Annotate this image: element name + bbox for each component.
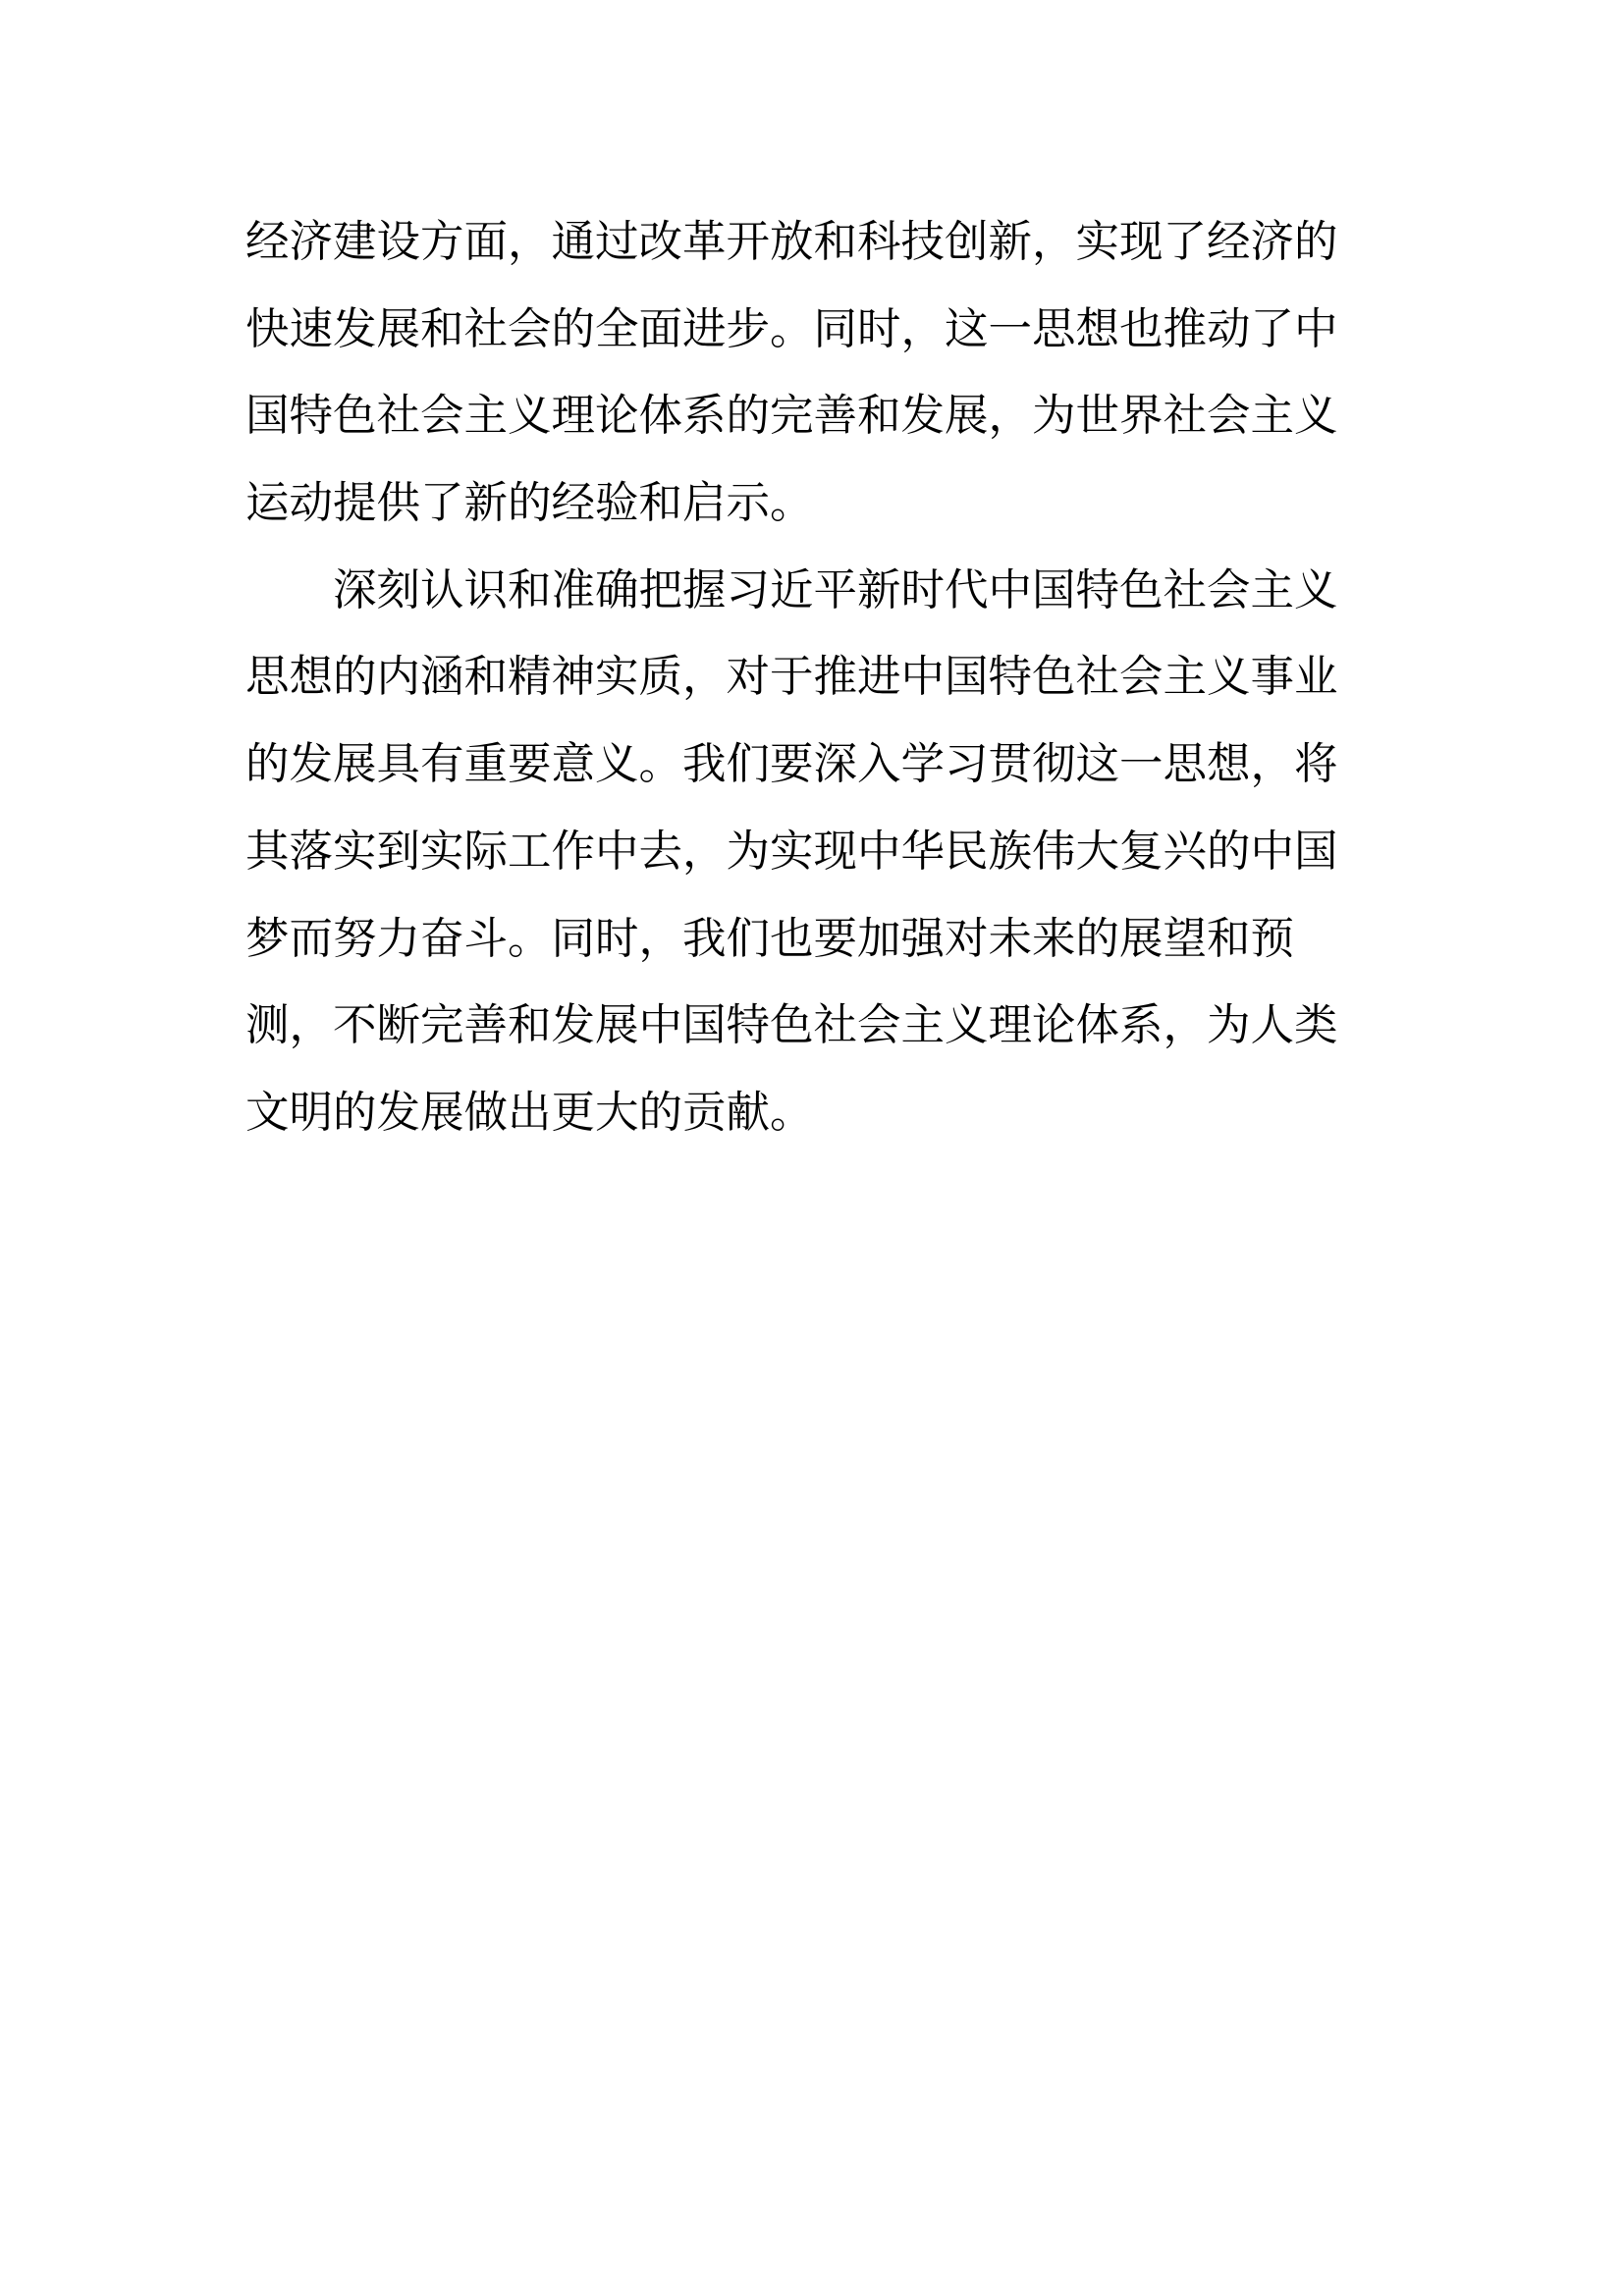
text-line: 经济建设方面，通过改革开放和科技创新，实现了经济的	[245, 218, 1338, 266]
text-line: 深刻认识和准确把握习近平新时代中国特色社会主义	[333, 565, 1338, 614]
text-line: 文明的发展做出更大的贡献。	[245, 1088, 814, 1137]
text-line: 的发展具有重要意义。我们要深入学习贯彻这一思想，将	[245, 740, 1338, 789]
text-line: 运动提供了新的经验和启示。	[245, 479, 814, 528]
document-body-text	[245, 199, 1338, 1157]
text-line: 测，不断完善和发展中国特色社会主义理论体系，为人类	[245, 1001, 1338, 1050]
text-line: 梦而努力奋斗。同时，我们也要加强对未来的展望和预	[245, 914, 1295, 963]
text-line: 思想的内涵和精神实质，对于推进中国特色社会主义事业	[245, 653, 1338, 702]
text-line: 快速发展和社会的全面进步。同时，这一思想也推动了中	[245, 304, 1338, 353]
paragraph-2	[245, 548, 1338, 1157]
text-line: 其落实到实际工作中去，为实现中华民族伟大复兴的中国	[245, 827, 1338, 876]
text-line: 国特色社会主义理论体系的完善和发展，为世界社会主义	[245, 392, 1338, 441]
paragraph-1	[245, 199, 1338, 548]
